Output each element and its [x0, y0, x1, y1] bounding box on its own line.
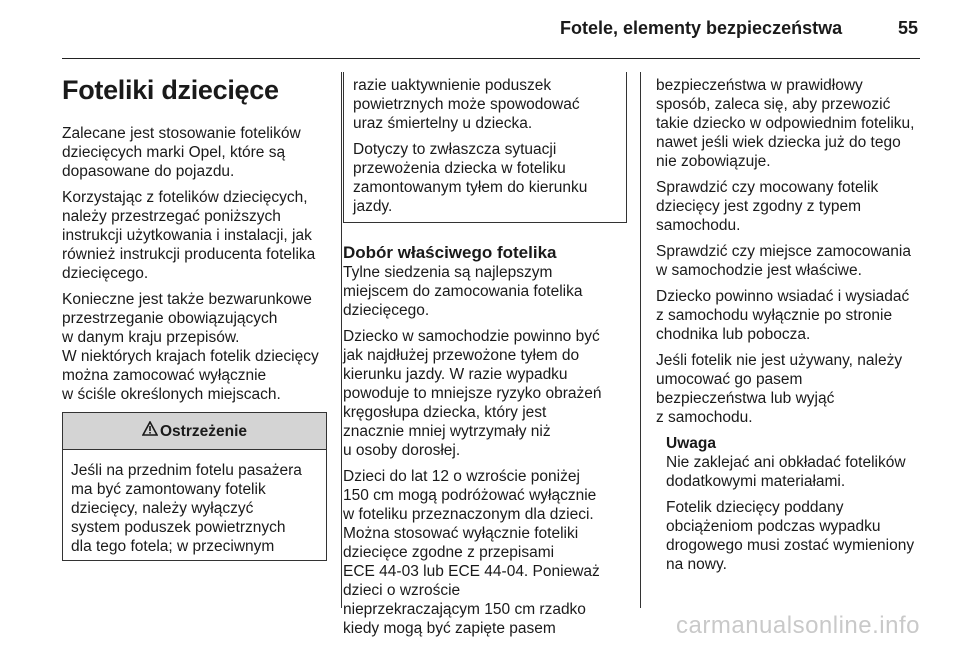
paragraph: Zalecane jest stosowanie fotelików dziecięcych marki Opel, które są dopasowane do pojazdu. — [62, 125, 301, 180]
paragraph: Korzystając z fotelików dziecięcych, należy przestrzegać poniższych instrukcji użytkowania i instalacji, jak również instrukcji producenta fotelika dziecięcego. — [62, 189, 316, 282]
warning-box-header — [63, 413, 326, 450]
paragraph: bezpieczeństwa w prawidłowy sposób, zaleca się, aby przewozić takie dziecko w odpowiednim foteliku, nawet jeśli wiek dziecka już do tego nie zobowiązuje. — [656, 77, 915, 170]
warning-box — [62, 412, 327, 561]
paragraph: Sprawdzić czy mocowany fotelik dziecięcy jest zgodny z typem samochodu. — [656, 179, 879, 234]
watermark: carmanualsonline.info — [676, 612, 920, 639]
section-heading-child-seats: Foteliki dziecięce — [62, 75, 279, 105]
note-title: Uwaga — [666, 435, 716, 452]
warning-title: Ostrzeżenie — [159, 422, 247, 440]
column-3 — [656, 76, 924, 581]
note-box — [656, 434, 924, 574]
warning-box-continued — [343, 72, 627, 223]
note-text: Fotelik dziecięcy poddany obciążeniom podczas wypadku drogowego musi zostać wymieniony na nowy. — [666, 499, 915, 573]
header-rule — [62, 58, 920, 59]
warning-text-continued: Dotyczy to zwłaszcza sytuacji przewożenia dziecka w foteliku zamontowanym tyłem do kierunku jazdy. — [353, 141, 588, 215]
column-2 — [343, 76, 628, 645]
section-heading-seat-selection: Dobór właściwego fotelika — [343, 243, 557, 262]
paragraph: Sprawdzić czy miejsce zamocowania w samochodzie jest właściwe. — [656, 243, 911, 279]
warning-text: Jeśli na przednim fotelu pasażera ma być zamontowany fotelik dziecięcy, należy wyłączyć system poduszek powietrznych dla tego fotela; w przeciwnym — [71, 462, 302, 555]
paragraph: Dzieci do lat 12 o wzroście poniżej 150 cm mogą podróżować wyłącznie w foteliku przeznaczonym dla dzieci. Można stosować wyłącznie foteliki dziecięce zgodne z przepisami ECE 44-03 lub ECE 44-04. Ponieważ dzieci o wzroście nieprzekraczającym 150 cm rzadko kiedy mogą być zapięte pasem — [343, 468, 600, 637]
paragraph: Dziecko w samochodzie powinno być jak najdłużej przewożone tyłem do kierunku jazdy. W razie wypadku powoduje to mniejsze ryzyko obrażeń kręgosłupa dziecka, który jest znacznie mniej wytrzymały niż u osoby dorosłej. — [343, 328, 602, 459]
column-divider-2 — [640, 72, 641, 608]
paragraph: Jeśli fotelik nie jest używany, należy umocować go pasem bezpieczeństwa lub wyjąć z samochodu. — [656, 352, 903, 426]
page-number: 55 — [897, 18, 918, 38]
paragraph: Dziecko powinno wsiadać i wysiadać z samochodu wyłącznie po stronie chodnika lub pobocza. — [656, 288, 910, 343]
page-header-title: Fotele, elementy bezpieczeństwa — [560, 18, 843, 38]
column-1 — [62, 74, 327, 561]
warning-triangle-icon — [142, 421, 158, 441]
column-divider-1 — [341, 72, 342, 608]
paragraph: Tylne siedzenia są najlepszym miejscem do zamocowania fotelika dziecięcego. — [343, 264, 583, 319]
note-text: Nie zaklejać ani obkładać fotelików dodatkowymi materiałami. — [666, 454, 906, 490]
paragraph: Konieczne jest także bezwarunkowe przestrzeganie obowiązujących w danym kraju przepisów. W niektórych krajach fotelik dziecięcy można zamocować wyłącznie w ściśle określonych miejscach. — [62, 291, 319, 403]
warning-text-continued: razie uaktywnienie poduszek powietrznych może spowodować uraz śmiertelny u dziecka. — [353, 77, 580, 132]
